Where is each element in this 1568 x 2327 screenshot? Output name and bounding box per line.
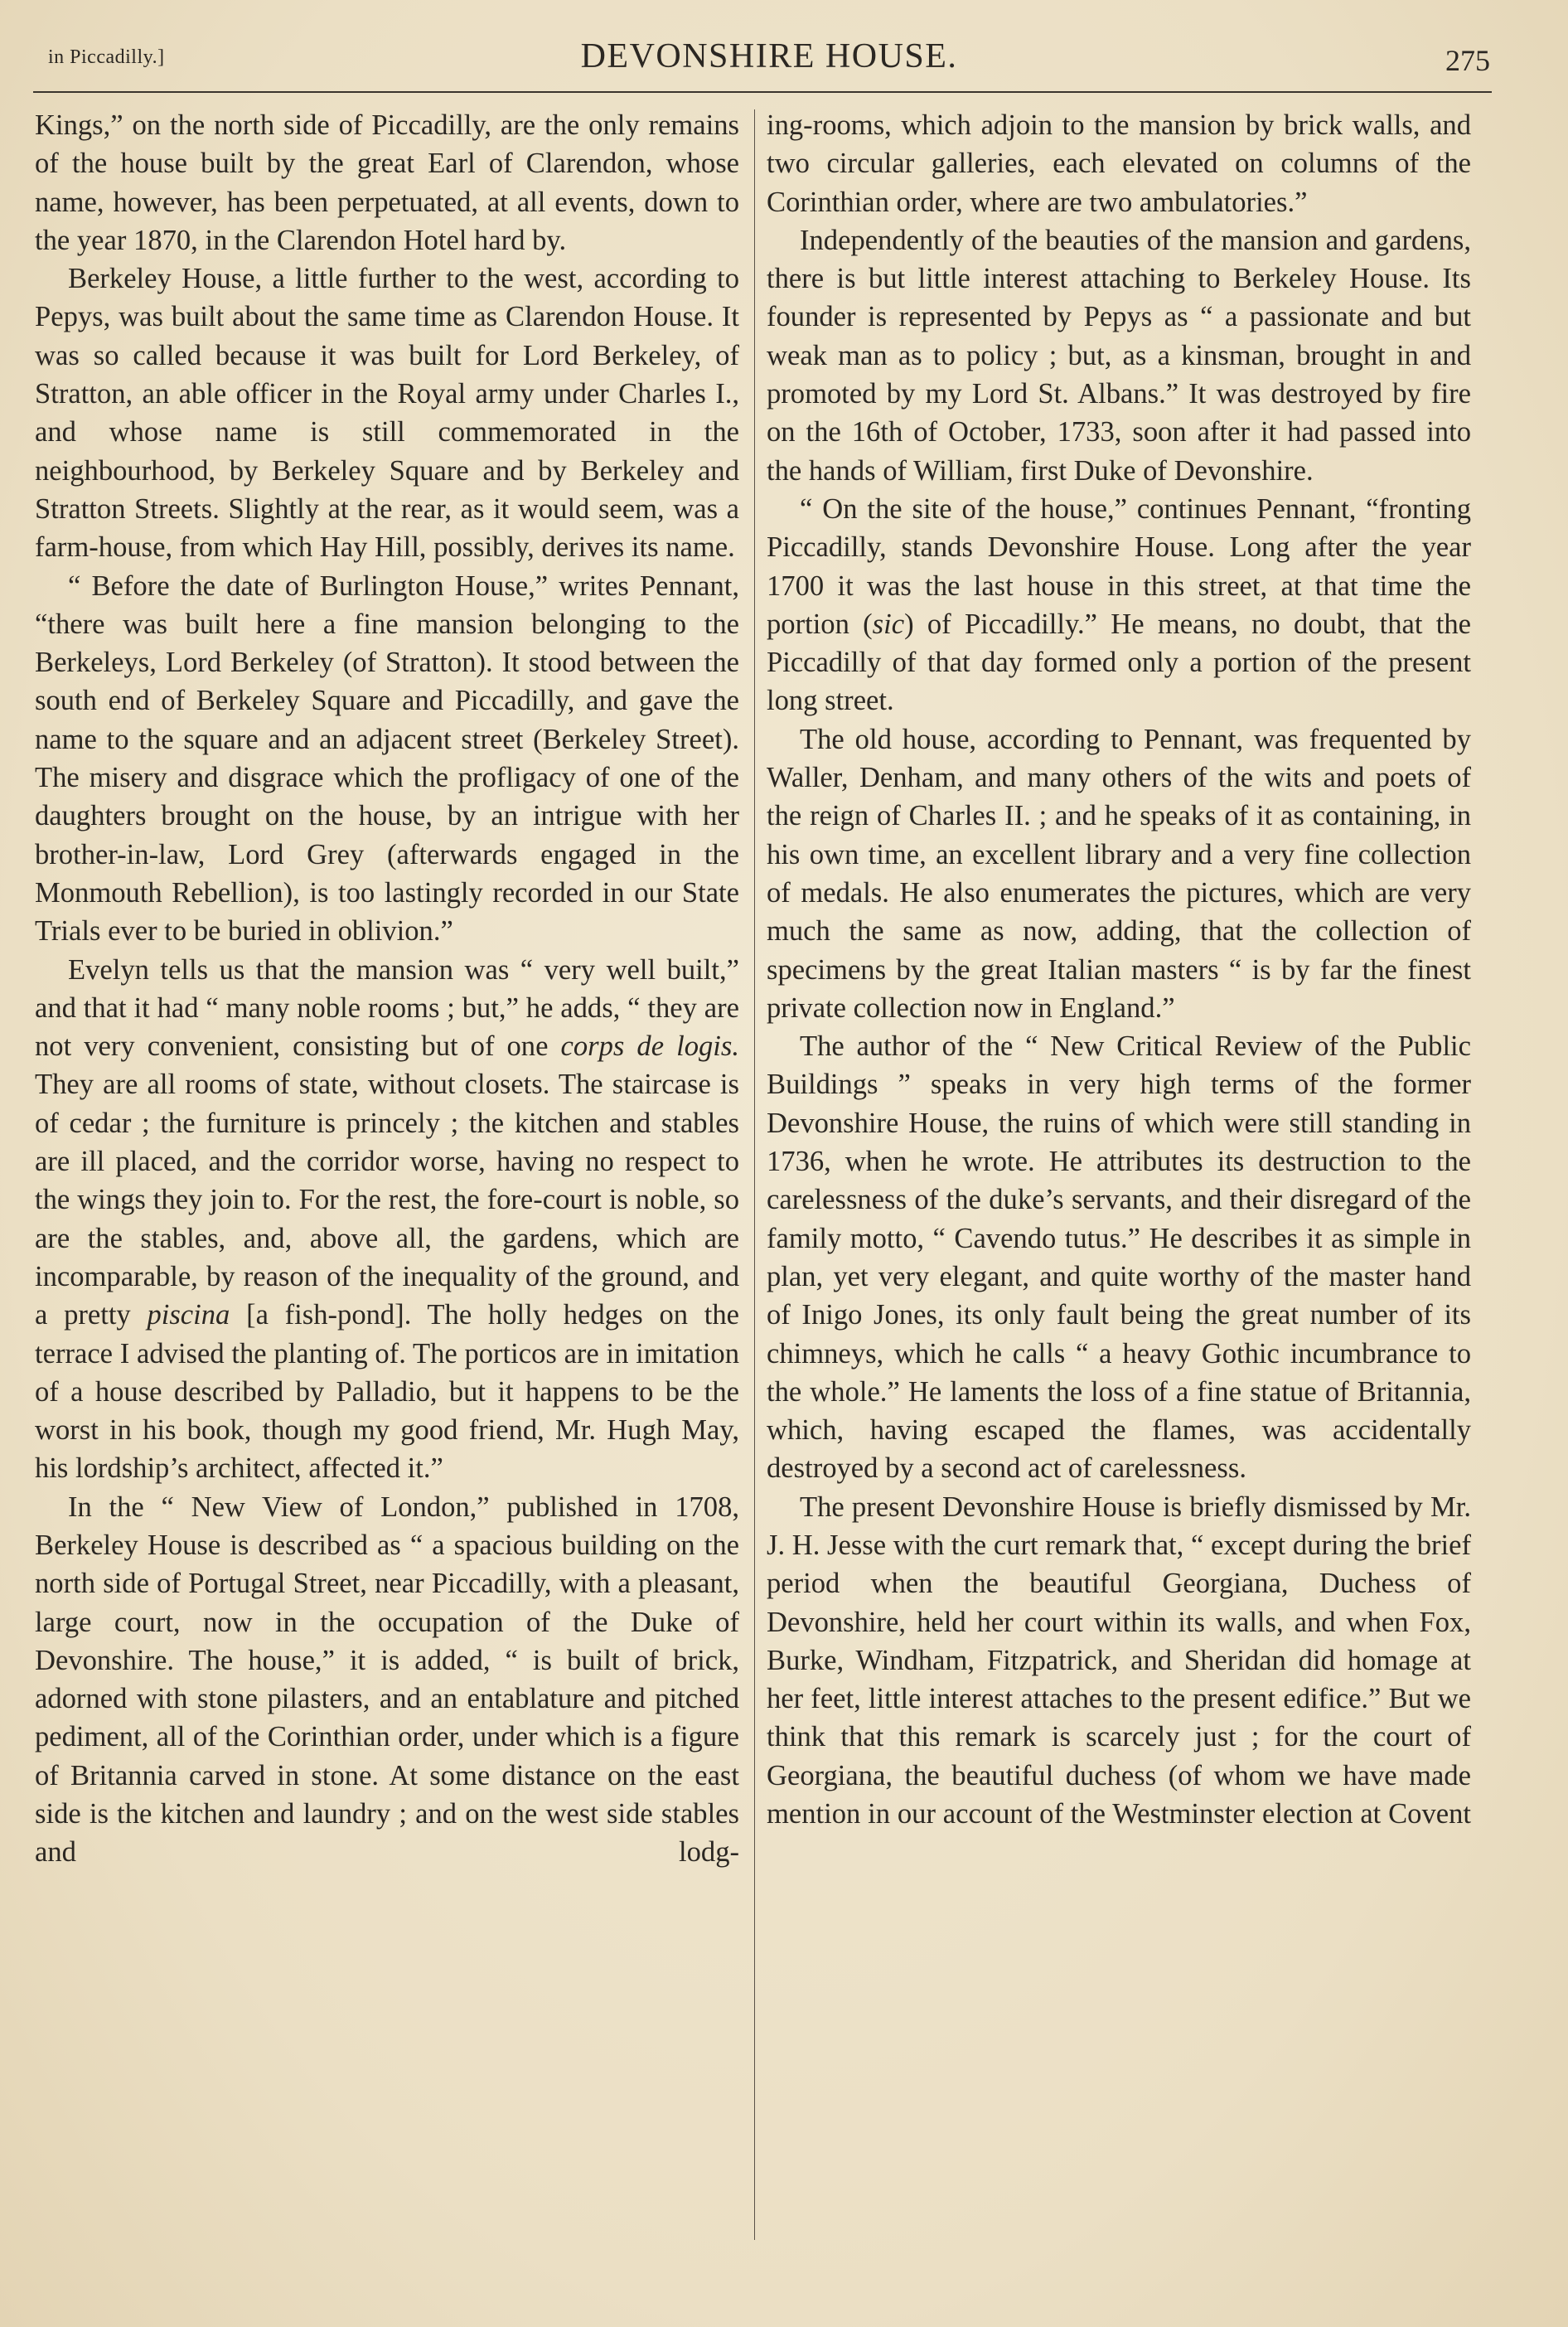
paragraph: The present Devonshire House is briefly dismissed by Mr. J. H. Jesse with the curt remark that, “ except during the brief period when the beautiful Georgiana, Duchess of Devonshire, held her court within its walls, and when Fox, Burke, Windham, Fitzpatrick, and Sheridan did homage at her feet, little interest attaches to the present edifice.” But we think that this remark is scarcely just ; for the court of Georgiana, the beautiful duchess (of whom we have made mention in our account of the Westminster election at Covent: [767, 1491, 1471, 1830]
text-run: [a fish-pond]. The holly hedges on the terrace I advised the planting of. The porticos are in imitation of a house described by Palladio, but it happens to be the worst in his book, though my good friend, Mr. Hugh May, his lordship’s architect, affected it.”: [35, 1299, 739, 1485]
italic-phrase: sic: [872, 608, 905, 640]
right-column: [767, 106, 1471, 1833]
paragraph: In the “ New View of London,” published in 1708, Berkeley House is described as “ a spacious building on the north side of Portugal Street, near Piccadilly, with a pleasant, large court, now in the occupation of the Duke of Devonshire. The house,” it is added, “ is built of brick, adorned with stone pilasters, and an entablature and pitched pediment, all of the Corinthian order, under which is a figure of Britannia carved in stone. At some distance on the east side is the kitchen and laundry ; and on the west side stables and lodg-: [35, 1491, 739, 1869]
text-run: “ On the site of the house,” continues Pennant, “fronting Piccadilly, stands Devonshire House. Long after the year 1700 it was the last house in this street, at that time the portion (: [767, 492, 1471, 640]
header-rule: [33, 91, 1492, 93]
page-header: [48, 33, 1490, 91]
paragraph: Independently of the beauties of the mansion and gardens, there is but little interest attaching to Berkeley House. Its founder is represented by Pepys as “ a passionate and but weak man as to policy ; but, as a kinsman, brought in and promoted by my Lord St. Albans.” It was destroyed by fire on the 16th of October, 1733, soon after it had passed into the hands of William, first Duke of Devonshire.: [767, 224, 1471, 487]
italic-phrase: corps de logis.: [560, 1030, 739, 1063]
section-marker: in Piccadilly.]: [48, 46, 165, 68]
text-run: They are all rooms of state, without closets. The staircase is of cedar ; the furniture is princely ; the kitchen and stables are ill placed, and the corridor worse, having no respect to the wings they join to. For the rest, the fore-court is noble, so are the stables, and, above all, the gardens, which are incomparable, by reason of the inequality of the ground, and a pretty: [35, 1069, 739, 1331]
italic-phrase: piscina: [147, 1299, 230, 1331]
paragraph: Kings,” on the north side of Piccadilly, are the only remains of the house built by the great Earl of Clarendon, whose name, however, has been perpetuated, at all events, down to the year 1870, in the Clarendon Hotel hard by.: [35, 109, 739, 256]
paragraph: [35, 951, 739, 1488]
running-title: DEVONSHIRE HOUSE.: [580, 37, 958, 75]
column-divider: [754, 109, 755, 2240]
paragraph: The author of the “ New Critical Review of the Public Buildings ” speaks in very high terms of the former Devonshire House, the ruins of which were still standing in 1736, when he wrote. He attributes its destruction to the carelessness of the duke’s servants, and their disregard of the family motto, “ Cavendo tutus.” He describes it as simple in plan, yet very elegant, and quite worthy of the master hand of Inigo Jones, its only fault being the great number of its chimneys, which he calls “ a heavy Gothic incumbrance to the whole.” He laments the loss of a fine statue of Britannia, which, having escaped the flames, was accidentally destroyed by a second act of carelessness.: [767, 1030, 1471, 1485]
paragraph: ing-rooms, which adjoin to the mansion by brick walls, and two circular galleries, each elevated on columns of the Corinthian order, where are two ambulatories.”: [767, 109, 1471, 218]
paragraph: The old house, according to Pennant, was frequented by Waller, Denham, and many others of the wits and poets of the reign of Charles II. ; and he speaks of it as containing, in his own time, an excellent library and a very fine collection of medals. He also enumerates the pictures, which are very much the same as now, adding, that the collection of specimens by the great Italian masters “ is by far the finest private collection now in England.”: [767, 723, 1471, 1024]
paragraph: “ Before the date of Burlington House,” writes Pennant, “there was built here a fine mansion belonging to the Berkeleys, Lord Berkeley (of Stratton). It stood between the south end of Berkeley Square and Piccadilly, and gave the name to the square and an adjacent street (Berkeley Street). The misery and disgrace which the profligacy of one of the daughters brought on the house, by an intrigue with her brother-in-law, Lord Grey (afterwards engaged in the Monmouth Rebellion), is too lastingly recorded in our State Trials ever to be buried in oblivion.”: [35, 570, 739, 948]
text-run: ) of Piccadilly.” He means, no doubt, that the Piccadilly of that day formed only a portion of the present long street.: [767, 608, 1471, 717]
paragraph: [767, 490, 1471, 720]
text-run: Evelyn tells us that the mansion was “ very well built,” and that it had “ many noble rooms ; but,” he adds, “ they are not very convenient, consisting but of one: [35, 953, 739, 1063]
paragraph: Berkeley House, a little further to the west, according to Pepys, was built about the same time as Clarendon House. It was so called because it was built for Lord Berkeley, of Stratton, an able officer in the Royal army under Charles I., and whose name is still commemorated in the neighbourhood, by Berkeley Square and by Berkeley and Stratton Streets. Slightly at the rear, as it would seem, was a farm-house, from which Hay Hill, possibly, derives its name.: [35, 263, 739, 564]
left-column: [35, 106, 739, 1872]
page-number: 275: [1445, 44, 1490, 77]
